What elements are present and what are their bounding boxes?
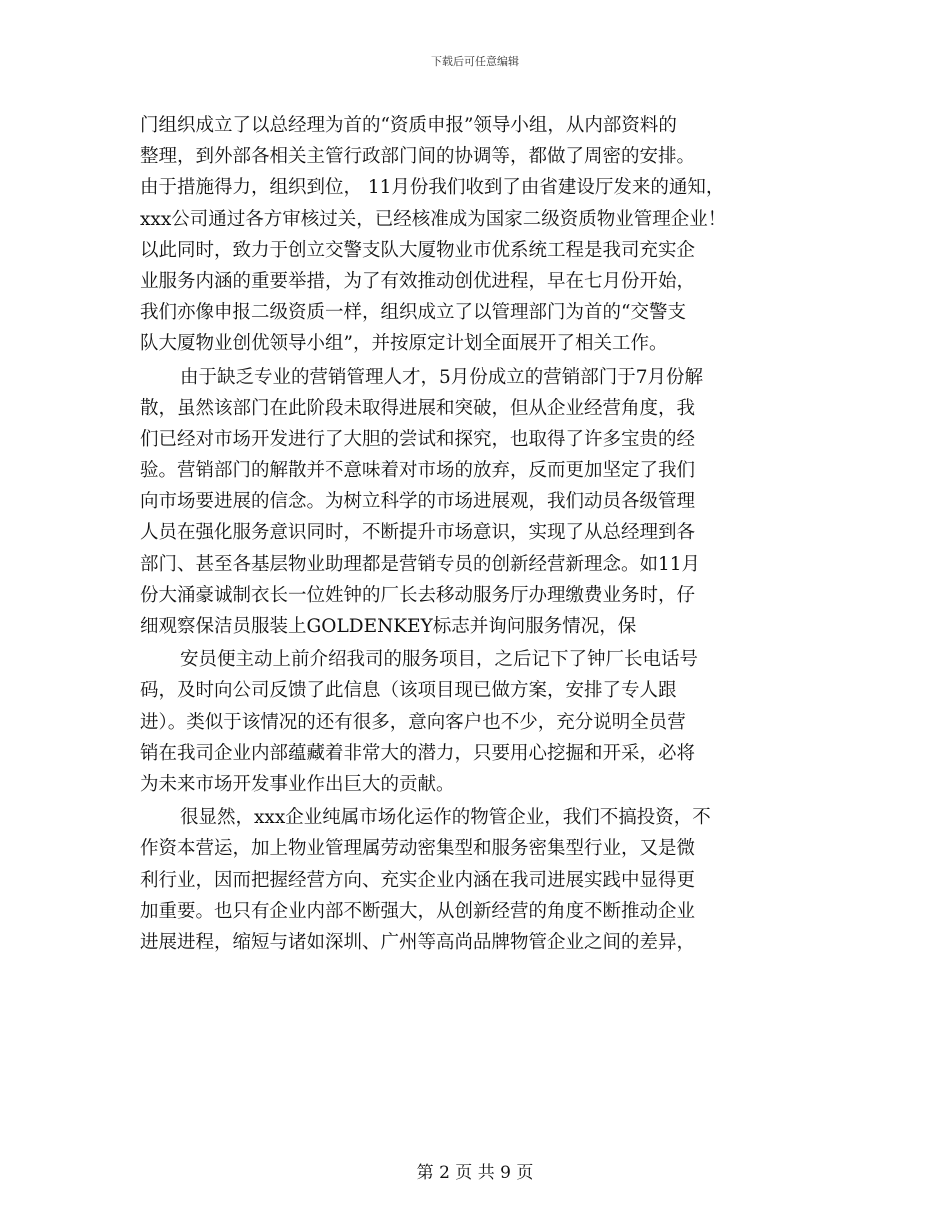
text-line: 散，虽然该部门在此阶段未取得进展和突破，但从企业经营角度，我 <box>140 397 696 419</box>
text-line: 我们亦像申报二级资质一样，组织成立了以管理部门为首的“交警支 <box>140 302 686 324</box>
paragraph <box>140 802 815 958</box>
text-line: 业服务内涵的重要举措，为了有效推动创优进程，早在七月份开始， <box>140 270 696 292</box>
paragraph <box>140 110 815 360</box>
text-line: 由于措施得力，组织到位， 11月份我们收到了由省建设厅发来的通知， <box>140 177 725 199</box>
text-line: 很显然，xxx企业纯属市场化运作的物管企业，我们不搞投资，不 <box>180 807 711 829</box>
text-line: 们已经对市场开发进行了大胆的尝试和探究，也取得了许多宝贵的经 <box>140 428 696 450</box>
page-header-note: 下载后可任意编辑 <box>431 55 519 68</box>
text-line: 利行业，因而把握经营方向、充实企业内涵在我司进展实践中显得更 <box>140 869 696 891</box>
paragraph <box>140 362 815 643</box>
text-line: 细观察保洁员服装上GOLDENKEY标志并询问服务情况，保 <box>140 616 637 637</box>
text-line: 向市场要进展的信念。为树立科学的市场进展观，我们动员各级管理 <box>140 491 696 513</box>
text-line: 由于缺乏专业的营销管理人才，5月份成立的营销部门于7月份解 <box>180 366 704 388</box>
text-line: 门组织成立了以总经理为首的“资质申报”领导小组，从内部资料的 <box>140 115 677 136</box>
text-line: 队大厦物业创优领导小组”，并按原定计划全面展开了相关工作。 <box>140 333 668 355</box>
document-body <box>140 110 815 958</box>
text-line: xxx公司通过各方审核过关，已经核准成为国家二级资质物业管理企业！ <box>140 208 727 230</box>
text-line: 整理，到外部各相关主管行政部门间的协调等，都做了周密的安排。 <box>140 146 696 168</box>
text-line: 进展进程，缩短与诸如深圳、广州等高尚品牌物管企业之间的差异， <box>140 931 696 953</box>
page-number: 第 2 页 共 9 页 <box>416 1163 534 1183</box>
text-line: 验。营销部门的解散并不意味着对市场的放弃，反而更加坚定了我们 <box>140 460 696 482</box>
text-line: 以此同时，致力于创立交警支队大厦物业市优系统工程是我司充实企 <box>140 239 696 261</box>
text-line: 作资本营运，加上物业管理属劳动密集型和服务密集型行业，又是微 <box>140 838 696 860</box>
text-line: 为未来市场开发事业作出巨大的贡献。 <box>140 773 455 795</box>
text-line: 销在我司企业内部蕴藏着非常大的潜力，只要用心挖掘和开采，必将 <box>140 742 696 764</box>
text-line: 码，及时向公司反馈了此信息（该项目现已做方案，安排了专人跟 <box>140 680 677 702</box>
text-line: 份大涌豪诚制衣长一位姓钟的厂长去移动服务厅办理缴费业务时，仔 <box>140 584 696 606</box>
text-line: 部门、甚至各基层物业助理都是营销专员的创新经营新理念。如11月 <box>140 553 701 575</box>
text-line: 加重要。也只有企业内部不断强大，从创新经营的角度不断推动企业 <box>140 900 696 922</box>
text-line: 安员便主动上前介绍我司的服务项目，之后记下了钟厂长电话号 <box>180 649 699 671</box>
text-line: 人员在强化服务意识同时，不断提升市场意识，实现了从总经理到各 <box>140 522 696 544</box>
text-line: 进）。类似于该情况的还有很多，意向客户也不少，充分说明全员营 <box>140 711 686 733</box>
paragraph <box>140 644 815 800</box>
